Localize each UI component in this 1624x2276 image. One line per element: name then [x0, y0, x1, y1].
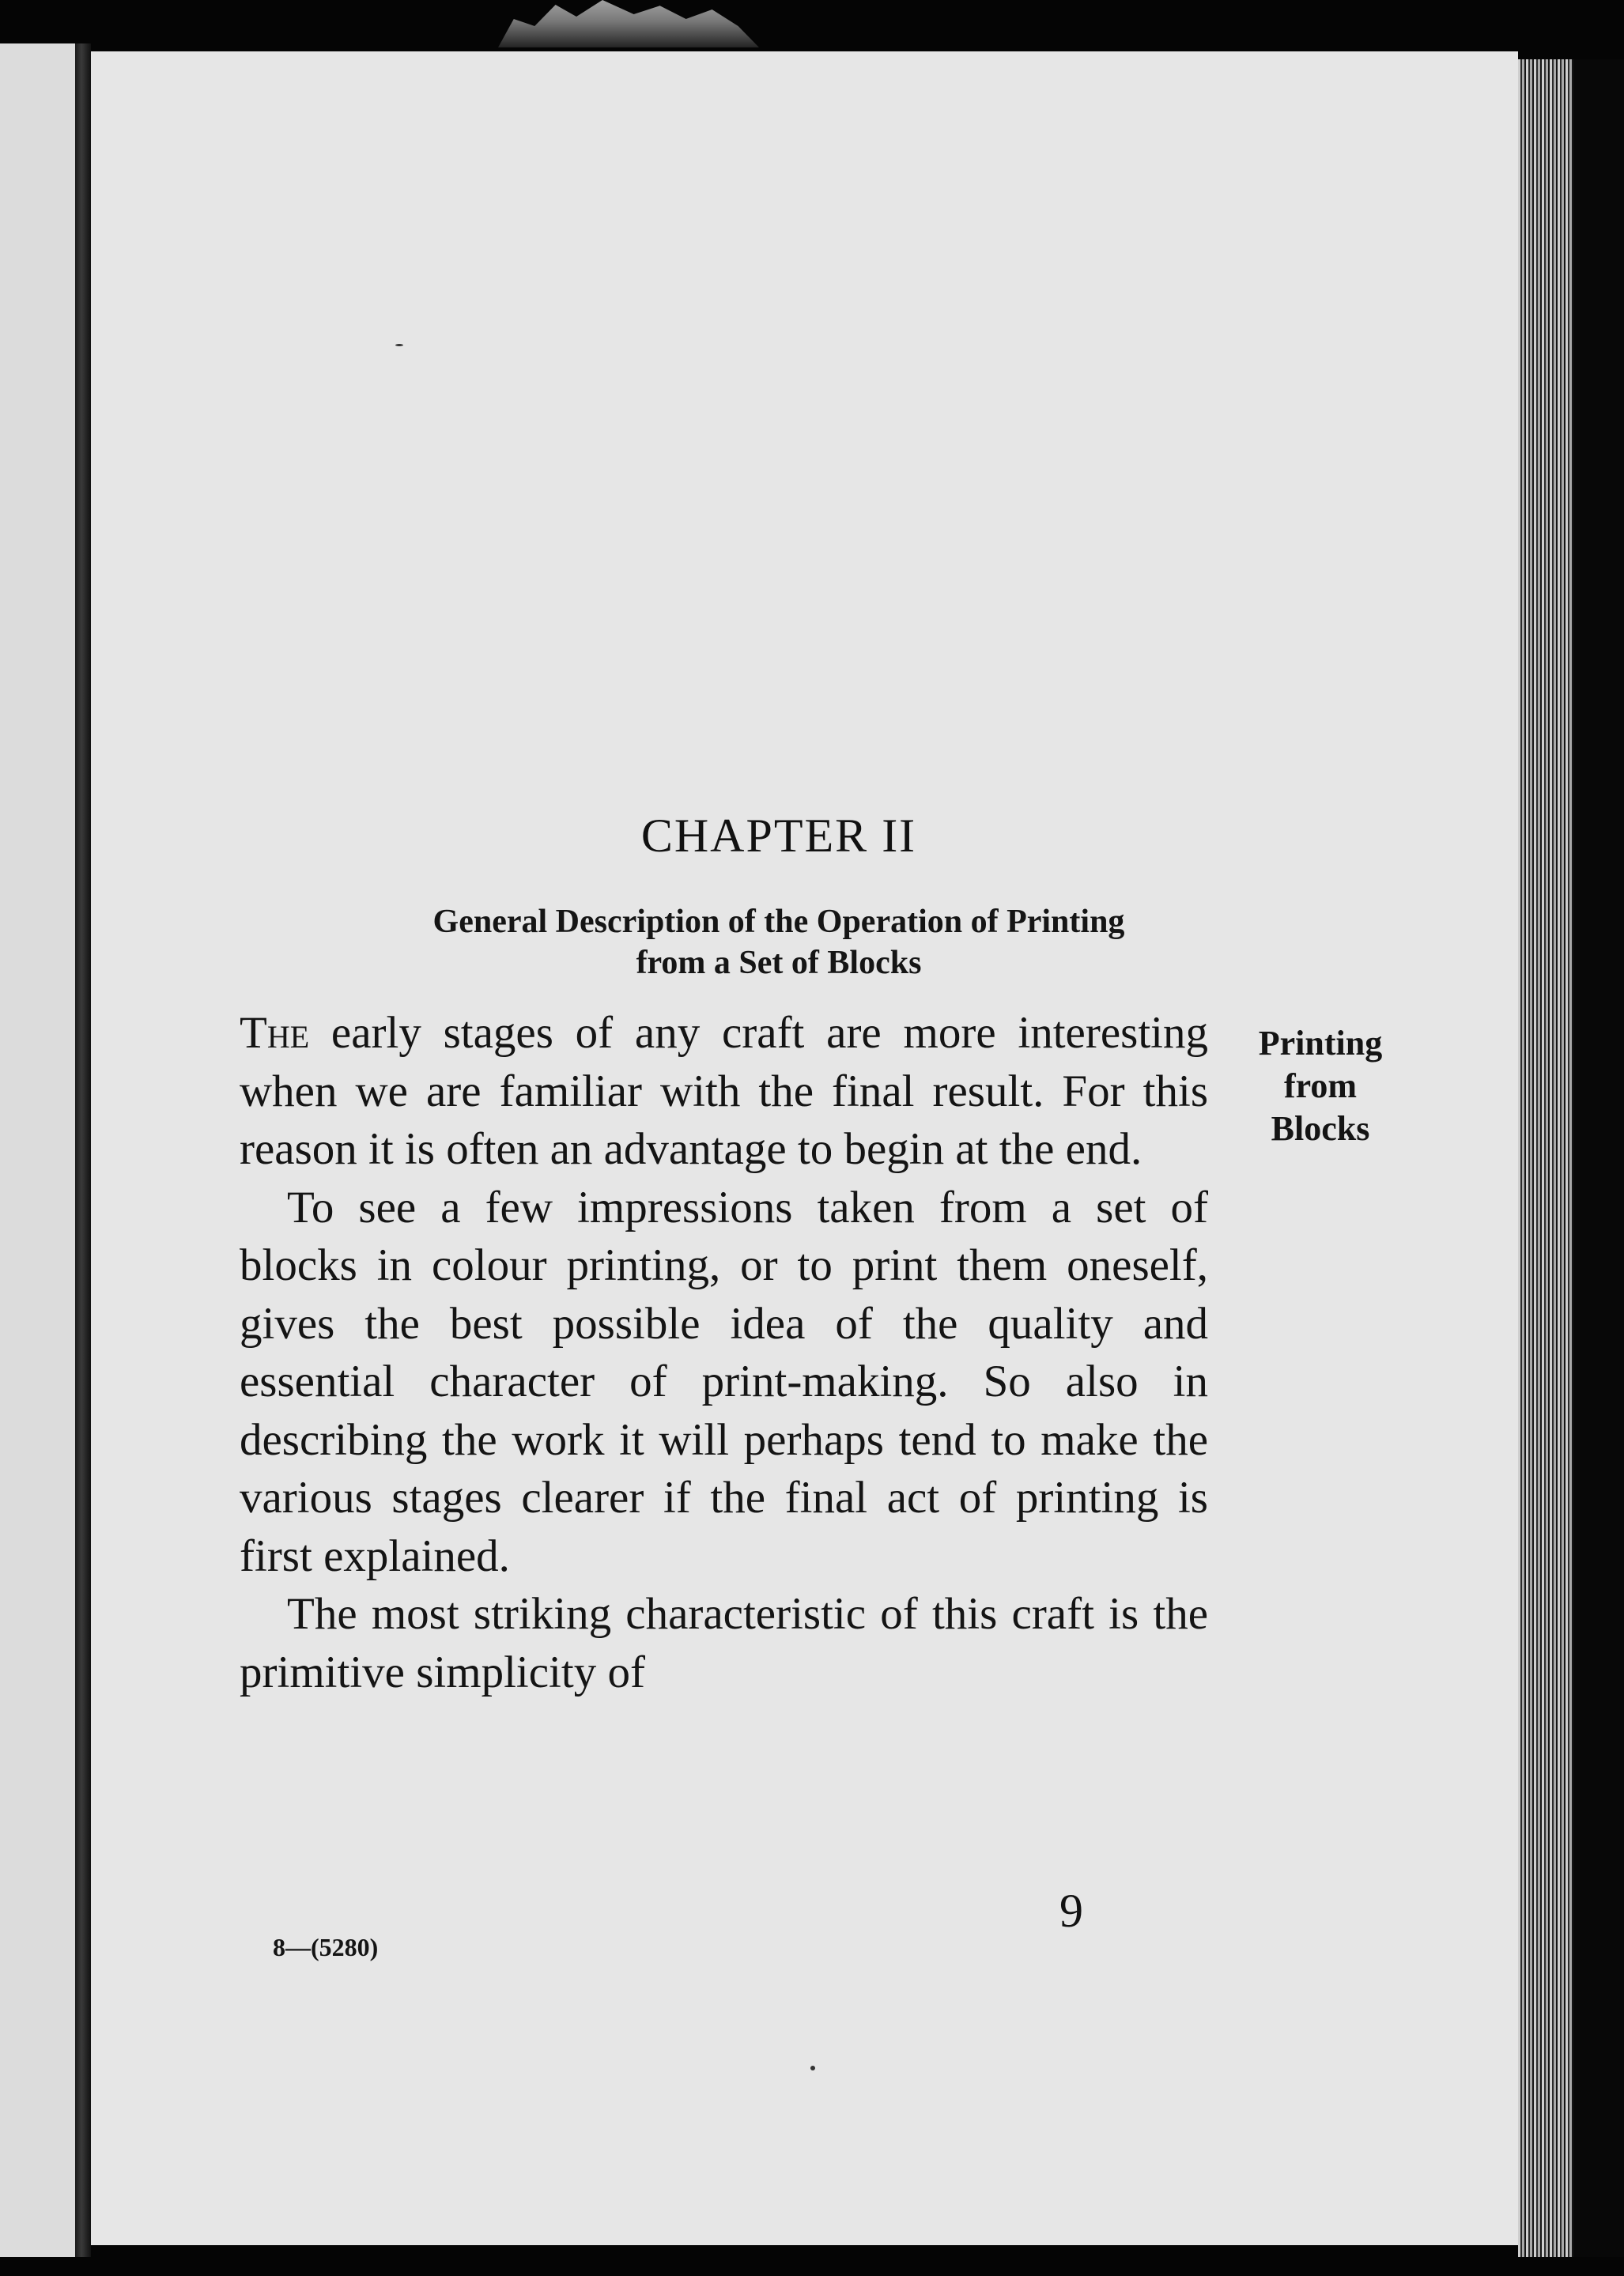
- marginal-note-line: Blocks: [1271, 1109, 1370, 1148]
- paragraph: The most striking characteristic of this craft is the primitive simplicity of: [240, 1589, 1208, 1697]
- subtitle-line: General Description of the Operation of Printing: [432, 904, 1125, 940]
- scan-border: [1573, 59, 1624, 2257]
- chapter-subtitle: [91, 901, 1467, 983]
- ink-speck: [810, 2066, 815, 2070]
- body-text: [240, 1004, 1208, 1701]
- facing-page-strip: [0, 43, 75, 2257]
- page-number: 9: [1059, 1885, 1083, 1937]
- page-edge-stack: [1518, 59, 1573, 2257]
- paragraph-text: early stages of any craft are more interesting when we are familiar with the final result. For this reason it is often an advantage to begin at the end.: [240, 1008, 1208, 1174]
- ink-speck: [395, 344, 403, 346]
- signature-mark: 8—(5280): [273, 1933, 379, 1961]
- book-page: [91, 51, 1518, 2245]
- book-gutter: [75, 43, 91, 2257]
- paragraph: To see a few impressions taken from a set of blocks in colour printing, or to print them oneself, gives the best possible idea of the quality and essential character of print-making. So also in describing the work it will perhaps tend to make the various stages clearer if the final act of printing is first explained.: [240, 1182, 1208, 1581]
- chapter-heading: CHAPTER II: [640, 810, 917, 862]
- marginal-note-line: Printing: [1258, 1024, 1383, 1063]
- marginal-note-line: from: [1283, 1066, 1358, 1105]
- torn-page-edge: [498, 0, 759, 47]
- subtitle-line: from a Set of Blocks: [636, 945, 922, 981]
- marginal-note: [1158, 1022, 1482, 1150]
- paragraph: [240, 1004, 1208, 1179]
- paragraph-lead-word: The: [240, 1008, 310, 1058]
